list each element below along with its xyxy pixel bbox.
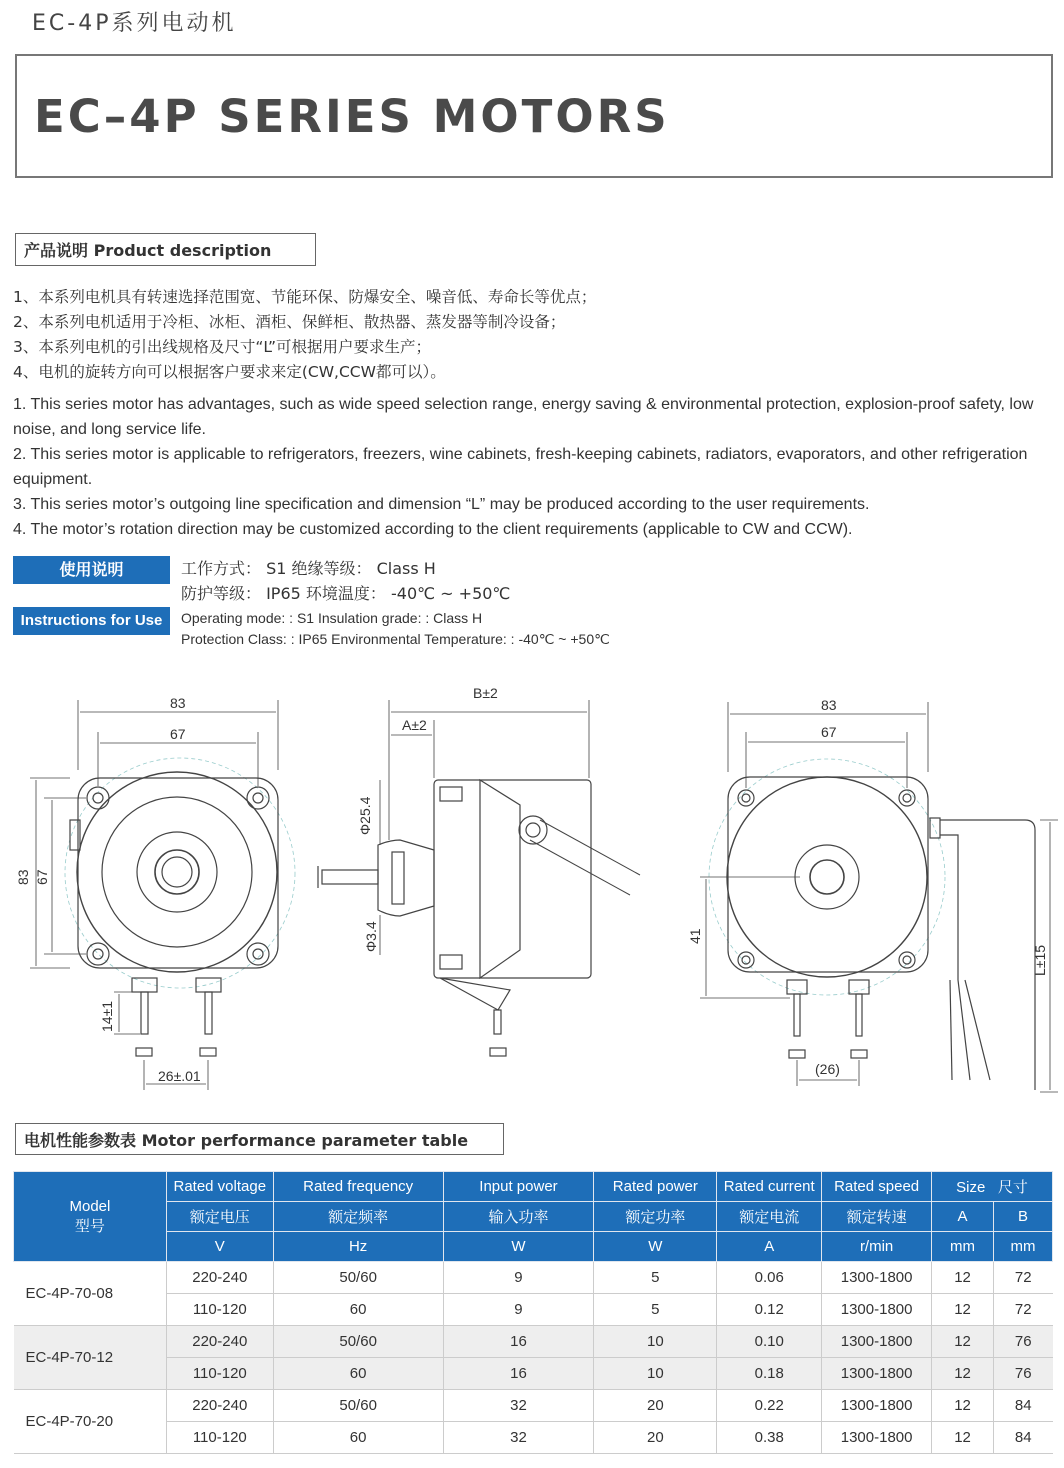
header-voltage-cn: 额定电压	[166, 1202, 273, 1232]
table-cell: 12	[932, 1262, 994, 1294]
table-cell: 16	[443, 1326, 594, 1358]
instructions-badge-cn: 使用说明	[13, 556, 170, 584]
header-power-cn: 额定功率	[594, 1202, 717, 1232]
dim-label: B±2	[473, 685, 498, 701]
list-item: 1. This series motor has advantages, such as wide speed selection range, energy saving & environmental protection, explosion-proof safety, low noise, and long service life.	[13, 396, 1034, 438]
dim-label: L±15	[1032, 944, 1048, 976]
performance-table-heading	[15, 1123, 504, 1155]
table-cell: 0.12	[717, 1294, 822, 1326]
header-input-cn: 输入功率	[443, 1202, 594, 1232]
table-cell: 12	[932, 1326, 994, 1358]
heading-en: Motor performance parameter table	[141, 1131, 469, 1150]
spec-en-line1: Operating mode: : S1 Insulation grade: : Class H	[181, 610, 483, 626]
spec-cn-line2: 防护等级： IP65 环境温度： -40℃ ~ +50℃	[181, 584, 511, 603]
table-cell: 84	[994, 1422, 1053, 1454]
dim-label: 26±.01	[158, 1068, 201, 1084]
table-row	[14, 1390, 1053, 1422]
header-voltage: Rated voltage	[166, 1172, 273, 1202]
header-size-b-unit: mm	[994, 1232, 1053, 1262]
table-cell: 110-120	[166, 1358, 273, 1390]
series-header: EC-4P系列电动机	[32, 11, 237, 36]
header-speed-unit: r/min	[822, 1232, 932, 1262]
header-size-a-unit: mm	[932, 1232, 994, 1262]
table-cell: 0.22	[717, 1390, 822, 1422]
description-cn-list	[13, 285, 596, 385]
dim-label: Φ25.4	[357, 796, 373, 835]
list-item: 3、本系列电机的引出线规格及尺寸“L”可根据用户要求生产；	[13, 338, 431, 356]
table-cell: 0.38	[717, 1422, 822, 1454]
heading-en: Product description	[93, 241, 272, 260]
header-speed-cn: 额定转速	[822, 1202, 932, 1232]
dim-label: 83	[821, 697, 837, 713]
table-cell: 1300-1800	[822, 1422, 932, 1454]
header-current: Rated current	[717, 1172, 822, 1202]
technical-drawing	[0, 680, 1064, 1100]
table-row	[14, 1294, 1053, 1326]
table-cell: 20	[594, 1390, 717, 1422]
table-cell: 1300-1800	[822, 1326, 932, 1358]
table-cell: 1300-1800	[822, 1262, 932, 1294]
dim-label: A±2	[402, 717, 427, 733]
header-label: Size	[956, 1179, 986, 1196]
table-cell: 220-240	[166, 1390, 273, 1422]
header-input: Input power	[443, 1172, 594, 1202]
dim-label: Φ3.4	[363, 921, 379, 952]
table-cell: 20	[594, 1422, 717, 1454]
table-row	[14, 1422, 1053, 1454]
list-item: 1、本系列电机具有转速选择范围宽、节能环保、防爆安全、噪音低、寿命长等优点；	[13, 288, 597, 306]
table-cell: 110-120	[166, 1294, 273, 1326]
dim-label: 41	[687, 928, 703, 944]
dim-label: 14±1	[99, 1000, 115, 1032]
performance-table	[13, 1171, 1053, 1454]
instructions-badge-en: Instructions for Use	[13, 607, 170, 635]
heading-cn: 产品说明	[24, 241, 89, 260]
header-size-b: B	[994, 1202, 1053, 1232]
front-view	[30, 700, 295, 1090]
header-frequency: Rated frequency	[273, 1172, 443, 1202]
table-row	[14, 1358, 1053, 1390]
header-size	[932, 1172, 1053, 1202]
dim-label: 83	[170, 695, 186, 711]
table-cell: 1300-1800	[822, 1358, 932, 1390]
header-label: Model	[69, 1197, 111, 1215]
side-view	[318, 700, 640, 1056]
spec-cn-line1: 工作方式： S1 绝缘等级： Class H	[181, 559, 436, 578]
table-cell: 32	[443, 1422, 594, 1454]
table-cell: 110-120	[166, 1422, 273, 1454]
list-item: 2、本系列电机适用于冷柜、冰柜、酒柜、保鲜柜、散热器、蒸发器等制冷设备；	[13, 313, 566, 331]
table-row	[14, 1326, 1053, 1358]
table-cell: 9	[443, 1294, 594, 1326]
table-cell: 0.10	[717, 1326, 822, 1358]
header-input-unit: W	[443, 1232, 594, 1262]
list-item: 4. The motor’s rotation direction may be customized according to the client requirements (applicable to CW and CCW).	[13, 521, 853, 538]
table-cell: 32	[443, 1390, 594, 1422]
spec-en-line2: Protection Class: : IP65 Environmental Temperature: : -40℃ ~ +50℃	[181, 631, 610, 647]
header-current-cn: 额定电流	[717, 1202, 822, 1232]
list-item: 3. This series motor’s outgoing line specification and dimension “L” may be produced according to the user requirements.	[13, 496, 870, 513]
table-cell: 12	[932, 1294, 994, 1326]
dim-label: 67	[170, 726, 186, 742]
list-item: 4、电机的旋转方向可以根据客户要求来定(CW,CCW都可以）。	[13, 363, 446, 381]
dim-label: 83	[15, 869, 31, 885]
heading-cn: 电机性能参数表	[24, 1131, 137, 1150]
table-cell: 10	[594, 1358, 717, 1390]
table-cell: 12	[932, 1390, 994, 1422]
header-frequency-unit: Hz	[273, 1232, 443, 1262]
table-cell: 84	[994, 1390, 1053, 1422]
header-current-unit: A	[717, 1232, 822, 1262]
back-view	[700, 702, 1058, 1092]
page-title: EC–4P SERIES MOTORS	[34, 90, 670, 143]
table-cell: 12	[932, 1358, 994, 1390]
header-voltage-unit: V	[166, 1232, 273, 1262]
product-description-heading	[15, 233, 316, 266]
table-cell: 50/60	[273, 1326, 443, 1358]
table-cell: 60	[273, 1358, 443, 1390]
header-model	[14, 1172, 167, 1262]
header-label: 型号	[74, 1217, 105, 1235]
table-cell: 60	[273, 1294, 443, 1326]
table-cell: 76	[994, 1326, 1053, 1358]
table-cell: 12	[932, 1422, 994, 1454]
header-speed: Rated speed	[822, 1172, 932, 1202]
table-cell: 5	[594, 1294, 717, 1326]
table-cell: 9	[443, 1262, 594, 1294]
header-label: 尺寸	[997, 1179, 1028, 1196]
dim-label: 67	[821, 724, 837, 740]
model-cell: EC-4P-70-20	[14, 1390, 167, 1454]
table-cell: 10	[594, 1326, 717, 1358]
header-power: Rated power	[594, 1172, 717, 1202]
table-cell: 1300-1800	[822, 1294, 932, 1326]
table-cell: 16	[443, 1358, 594, 1390]
header-size-a: A	[932, 1202, 994, 1232]
header-frequency-cn: 额定频率	[273, 1202, 443, 1232]
header-power-unit: W	[594, 1232, 717, 1262]
list-item: 2. This series motor is applicable to refrigerators, freezers, wine cabinets, fresh-keeping cabinets, radiators, evaporators, and other refrigeration equipment.	[13, 446, 1028, 488]
table-cell: 72	[994, 1262, 1053, 1294]
table-cell: 60	[273, 1422, 443, 1454]
table-cell: 5	[594, 1262, 717, 1294]
table-cell: 0.18	[717, 1358, 822, 1390]
table-cell: 1300-1800	[822, 1390, 932, 1422]
table-cell: 50/60	[273, 1390, 443, 1422]
table-cell: 72	[994, 1294, 1053, 1326]
dim-label: (26)	[815, 1061, 840, 1077]
table-cell: 0.06	[717, 1262, 822, 1294]
table-cell: 50/60	[273, 1262, 443, 1294]
table-cell: 76	[994, 1358, 1053, 1390]
table-row	[14, 1262, 1053, 1294]
model-cell: EC-4P-70-08	[14, 1262, 167, 1326]
table-cell: 220-240	[166, 1326, 273, 1358]
table-cell: 220-240	[166, 1262, 273, 1294]
description-en-list	[13, 392, 1058, 542]
model-cell: EC-4P-70-12	[14, 1326, 167, 1390]
dim-label: 67	[34, 869, 50, 885]
